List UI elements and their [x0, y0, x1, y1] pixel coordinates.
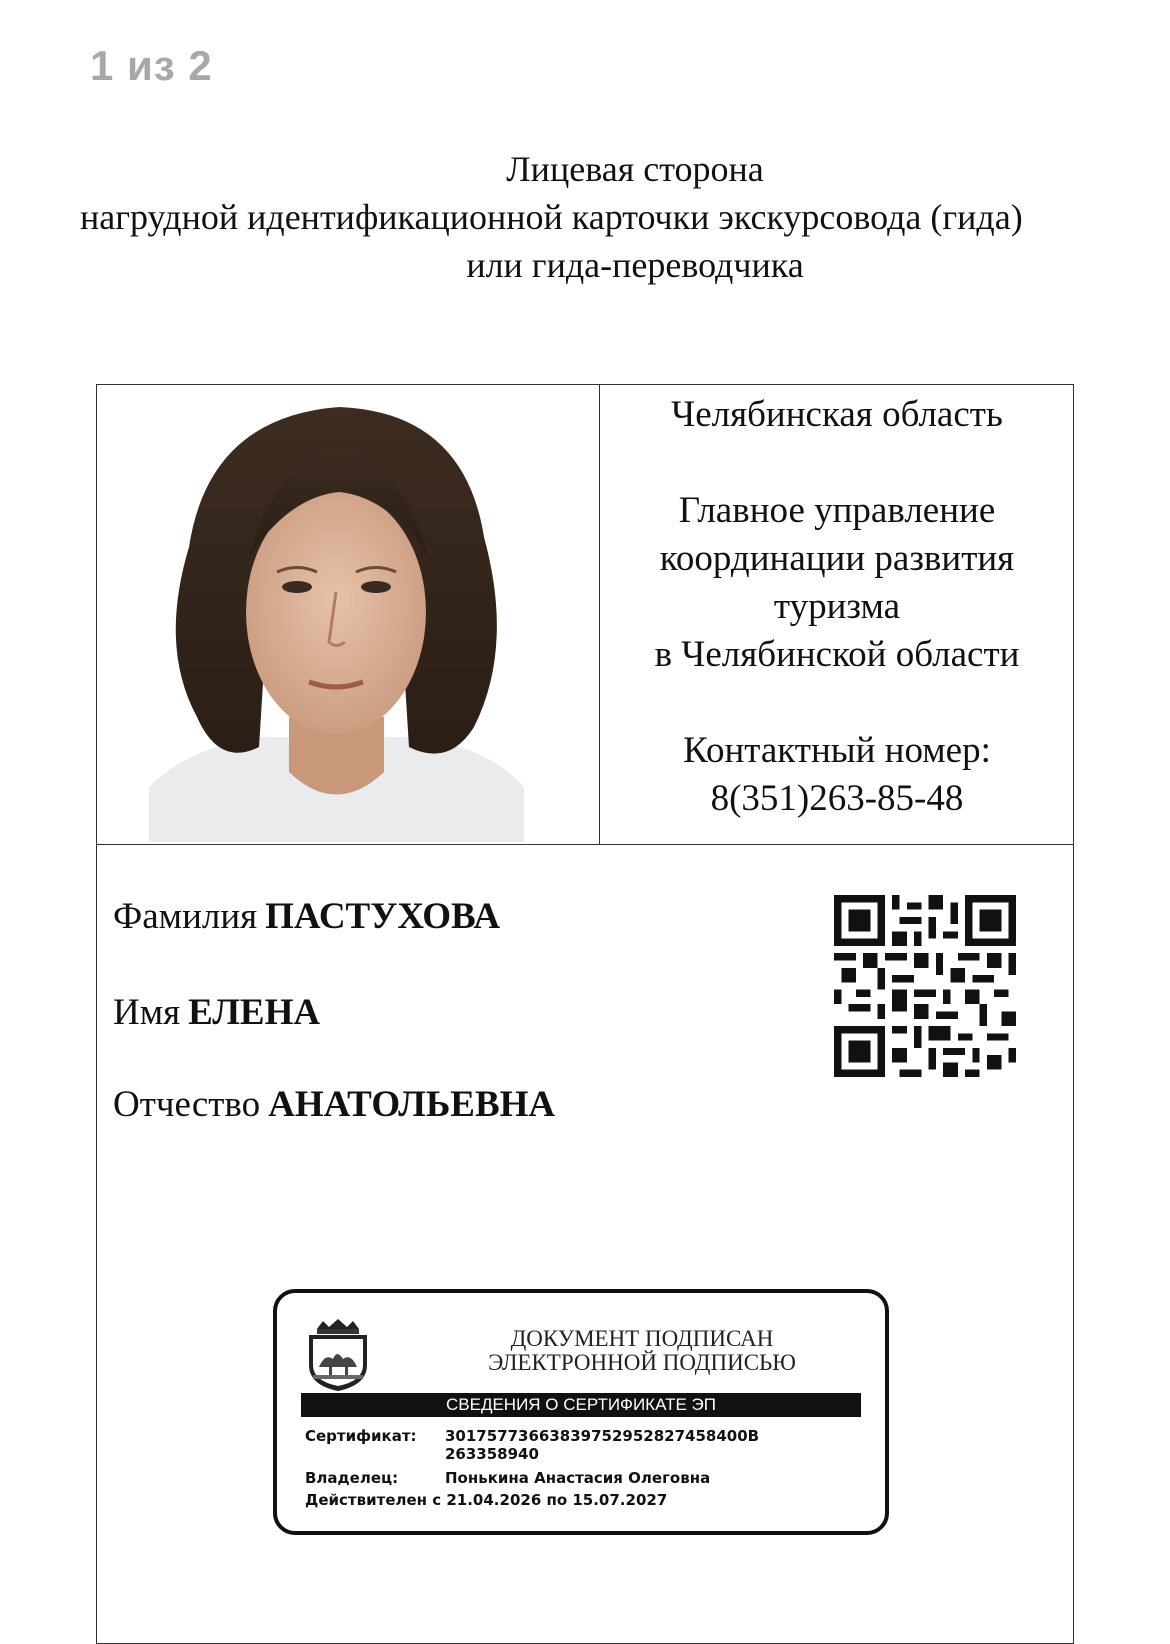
heading-line-2: нагрудной идентификационной карточки экскурсовода (гида)	[80, 197, 1023, 237]
page-counter: 1 из 2	[90, 42, 213, 89]
contact-block	[600, 727, 1074, 823]
department-line: туризма	[773, 586, 901, 627]
certificate-row	[305, 1427, 760, 1445]
chelyabinsk-emblem-icon	[305, 1319, 371, 1391]
department-name	[600, 487, 1074, 679]
name-label: Имя	[113, 992, 181, 1033]
department-line: координации развития	[659, 538, 1015, 579]
certificate-value: 30175773663839752952827458400B	[445, 1427, 760, 1445]
name-field	[113, 991, 320, 1034]
patronymic-value: АНАТОЛЬЕВНА	[268, 1084, 556, 1125]
organization-cell	[600, 385, 1074, 845]
validity-row: Действителен с 21.04.2026 по 15.07.2027	[305, 1491, 668, 1509]
department-line: в Челябинской области	[654, 634, 1020, 675]
heading-line-1: Лицевая сторона	[506, 149, 764, 189]
certificate-value-2: 263358940	[445, 1445, 539, 1463]
heading-line-3: или гида-переводчика	[466, 245, 804, 285]
id-card	[96, 384, 1074, 1644]
department-line: Главное управление	[678, 490, 996, 531]
certificate-label: Сертификат:	[305, 1427, 417, 1445]
name-value: ЕЛЕНА	[188, 992, 321, 1033]
stamp-title	[407, 1327, 877, 1375]
electronic-signature-stamp	[273, 1289, 889, 1535]
surname-field	[113, 895, 500, 938]
stamp-title-line: ДОКУМЕНТ ПОДПИСАН	[510, 1326, 774, 1351]
owner-label: Владелец:	[305, 1469, 399, 1487]
surname-value: ПАСТУХОВА	[265, 896, 501, 937]
stamp-title-line: ЭЛЕКТРОННОЙ ПОДПИСЬЮ	[488, 1350, 796, 1375]
region-name: Челябинская область	[671, 394, 1003, 435]
certificate-info-bar: СВЕДЕНИЯ О СЕРТИФИКАТЕ ЭП	[301, 1393, 861, 1417]
contact-label: Контактный номер:	[683, 730, 991, 771]
photo-cell	[97, 385, 600, 845]
owner-value: Понькина Анастасия Олеговна	[445, 1469, 711, 1487]
qr-code-icon	[825, 895, 1025, 1077]
patronymic-label: Отчество	[113, 1084, 261, 1125]
surname-label: Фамилия	[113, 896, 258, 937]
contact-phone: 8(351)263-85-48	[710, 778, 964, 819]
portrait-photo	[149, 387, 524, 842]
owner-row	[305, 1469, 711, 1487]
patronymic-field	[113, 1083, 555, 1126]
document-heading	[0, 145, 1170, 289]
